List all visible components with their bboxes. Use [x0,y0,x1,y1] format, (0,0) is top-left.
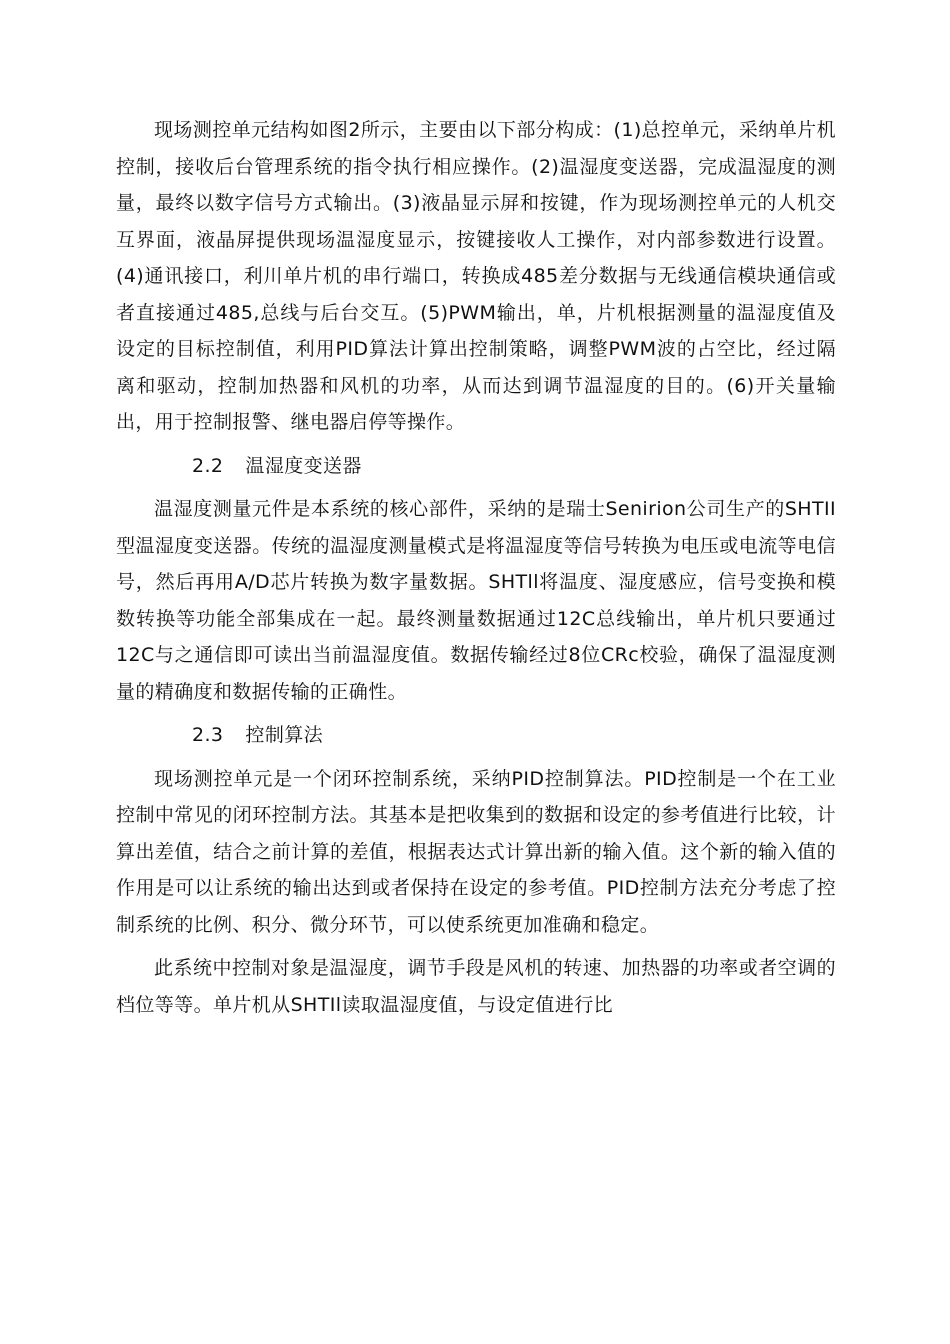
section-heading-2-2 [116,448,836,485]
paragraph-control-object: 此系统中控制对象是温湿度，调节手段是风机的转速、加热器的功率或者空调的档位等等。单片机从SHTIl读取温湿度值，与设定值进行比 [116,957,836,1016]
paragraph-sensor: 温湿度测量元件是本系统的核心部件，采纳的是瑞士Senirion公司生产的SHTII型温湿度变送器。传统的温湿度测量模式是将温湿度等信号转换为电压或电流等电信号，然后再用A/D芯片转换为数字量数据。SHTll将温度、湿度感应，信号变换和模数转换等功能全部集成在一起。最终测量数据通过12C总线输出，单片机只要通过12C与之通信即可读出当前温湿度值。数据传输经过8位CRc校验，确保了温湿度测量的精确度和数据传输的正确性。 [116,498,836,703]
section-number: 2.2 [192,454,224,477]
document-body [116,112,836,1023]
section-number: 2.3 [192,724,224,746]
paragraph-pid-control: 现场测控单元是一个闭环控制系统，采纳PID控制算法。PID控制是一个在工业控制中常见的闭环控制方法。其基本是把收集到的数据和设定的参考值进行比较，计算出差值，结合之前计算的差值，根据表达式计算出新的输入值。这个新的输入值的作用是可以让系统的输出达到或者保持在设定的参考值。PID控制方法充分考虑了控制系统的比例、积分、微分环节，可以使系统更加准确和稳定。 [116,767,836,936]
section-heading-2-3 [116,717,836,754]
paragraph-unit-structure: 现场测控单元结构如图2所示，主要由以下部分构成：(1)总控单元，采纳单片机控制，接收后台管理系统的指令执行相应操作。(2)温湿度变送器，完成温湿度的测量，最终以数字信号方式输出。(3)液晶显示屏和按键，作为现场测控单元的人机交互界面，液晶屏提供现场温湿度显示，按键接收人工操作，对内部参数进行设置。(4)通讯接口，利川单片机的串行端口，转换成485差分数据与无线通信模块通信或者直接通过485,总线与后台交互。(5)PWM输出，单，片机根据测量的温湿度值及设定的目标控制值，利用PID算法计算出控制策略，调整PWM波的占空比，经过隔离和驱动，控制加热器和风机的功率，从而达到调节温湿度的目的。(6)开关量输出，用于控制报警、继电器启停等操作。 [116,119,836,433]
section-title: 温湿度变送器 [245,454,362,477]
section-title: 控制算法 [245,724,324,746]
